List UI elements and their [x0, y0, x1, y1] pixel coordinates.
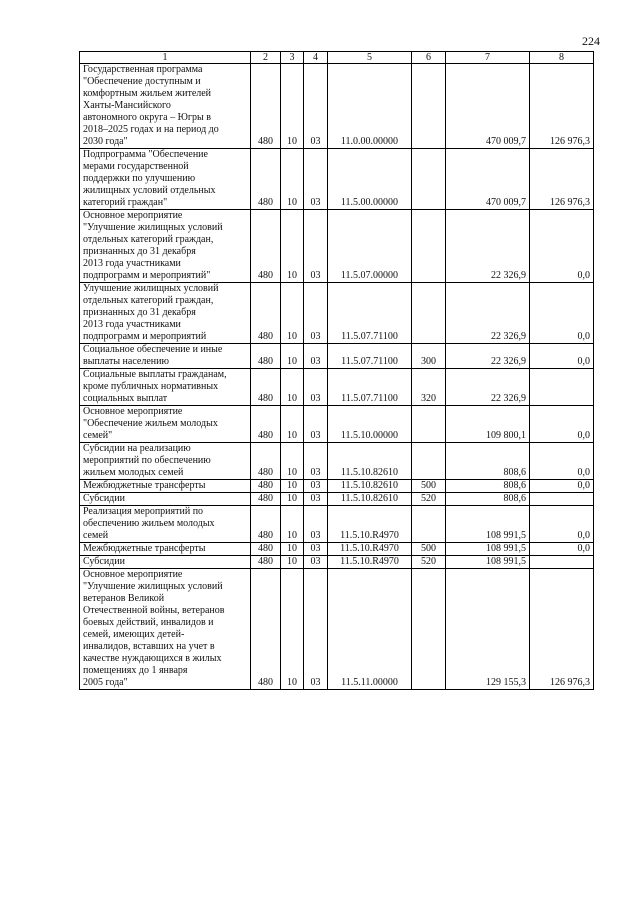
table-row [80, 149, 594, 210]
subdivision-code-cell: 03 [304, 506, 328, 543]
division-code-cell: 10 [281, 344, 304, 369]
division-code-cell: 10 [281, 556, 304, 569]
subvention-amount-cell: 0,0 [530, 344, 594, 369]
subvention-amount-cell [530, 556, 594, 569]
row-name-cell: Улучшение жилищных условий отдельных категорий граждан, признанных до 31 декабря 2013 года участниками подпрограмм и мероприятий [80, 283, 251, 344]
section-code-cell: 480 [251, 149, 281, 210]
section-code-cell: 480 [251, 210, 281, 283]
amount-cell: 108 991,5 [446, 506, 530, 543]
amount-cell: 22 326,9 [446, 344, 530, 369]
subdivision-code-cell: 03 [304, 406, 328, 443]
section-code-cell: 480 [251, 556, 281, 569]
division-code-cell: 10 [281, 506, 304, 543]
row-name-cell: Основное мероприятие "Обеспечение жильем молодых семей" [80, 406, 251, 443]
subvention-amount-cell: 0,0 [530, 443, 594, 480]
header-cell: 6 [412, 52, 446, 64]
division-code-cell: 10 [281, 149, 304, 210]
header-cell: 7 [446, 52, 530, 64]
expense-type-cell [412, 64, 446, 149]
target-item-cell: 11.5.10.R4970 [328, 556, 412, 569]
header-cell: 3 [281, 52, 304, 64]
division-code-cell: 10 [281, 493, 304, 506]
target-item-cell: 11.5.10.R4970 [328, 506, 412, 543]
subvention-amount-cell: 0,0 [530, 506, 594, 543]
section-code-cell: 480 [251, 406, 281, 443]
budget-table [79, 51, 594, 690]
row-name-cell: Межбюджетные трансферты [80, 543, 251, 556]
expense-type-cell [412, 210, 446, 283]
target-item-cell: 11.5.10.82610 [328, 493, 412, 506]
subdivision-code-cell: 03 [304, 344, 328, 369]
row-name-cell: Основное мероприятие "Улучшение жилищных условий отдельных категорий граждан, признанных до 31 декабря 2013 года участниками подпрограмм и мероприятий" [80, 210, 251, 283]
target-item-cell: 11.5.10.00000 [328, 406, 412, 443]
amount-cell: 808,6 [446, 443, 530, 480]
target-item-cell: 11.5.00.00000 [328, 149, 412, 210]
amount-cell: 808,6 [446, 480, 530, 493]
amount-cell: 22 326,9 [446, 210, 530, 283]
table-row [80, 506, 594, 543]
amount-cell: 129 155,3 [446, 569, 530, 690]
subvention-amount-cell [530, 493, 594, 506]
row-name-cell: Государственная программа "Обеспечение доступным и комфортным жильем жителей Ханты-Мансийского автономного округа – Югры в 2018–2025 годах и на период до 2030 года" [80, 64, 251, 149]
amount-cell: 470 009,7 [446, 149, 530, 210]
division-code-cell: 10 [281, 480, 304, 493]
amount-cell: 470 009,7 [446, 64, 530, 149]
table-row [80, 283, 594, 344]
row-name-cell: Межбюджетные трансферты [80, 480, 251, 493]
expense-type-cell: 520 [412, 556, 446, 569]
table-row [80, 480, 594, 493]
row-name-cell: Субсидии [80, 493, 251, 506]
section-code-cell: 480 [251, 493, 281, 506]
row-name-cell: Субсидии на реализацию мероприятий по обеспечению жильем молодых семей [80, 443, 251, 480]
expense-type-cell: 520 [412, 493, 446, 506]
header-cell: 2 [251, 52, 281, 64]
division-code-cell: 10 [281, 64, 304, 149]
target-item-cell: 11.5.11.00000 [328, 569, 412, 690]
row-name-cell: Подпрограмма "Обеспечение мерами государственной поддержки по улучшению жилищных условий отдельных категорий граждан" [80, 149, 251, 210]
amount-cell: 108 991,5 [446, 556, 530, 569]
subdivision-code-cell: 03 [304, 569, 328, 690]
subvention-amount-cell: 0,0 [530, 406, 594, 443]
subdivision-code-cell: 03 [304, 493, 328, 506]
subvention-amount-cell: 0,0 [530, 283, 594, 344]
subvention-amount-cell: 126 976,3 [530, 149, 594, 210]
section-code-cell: 480 [251, 569, 281, 690]
subvention-amount-cell: 126 976,3 [530, 569, 594, 690]
subdivision-code-cell: 03 [304, 480, 328, 493]
table-row [80, 443, 594, 480]
target-item-cell: 11.0.00.00000 [328, 64, 412, 149]
table-row [80, 543, 594, 556]
subvention-amount-cell [530, 369, 594, 406]
table-row [80, 344, 594, 369]
table-row [80, 406, 594, 443]
division-code-cell: 10 [281, 569, 304, 690]
row-name-cell: Реализация мероприятий по обеспечению жильем молодых семей [80, 506, 251, 543]
expense-type-cell [412, 406, 446, 443]
page-number: 224 [582, 34, 600, 48]
section-code-cell: 480 [251, 344, 281, 369]
section-code-cell: 480 [251, 506, 281, 543]
division-code-cell: 10 [281, 210, 304, 283]
section-code-cell: 480 [251, 283, 281, 344]
division-code-cell: 10 [281, 443, 304, 480]
amount-cell: 109 800,1 [446, 406, 530, 443]
table-row [80, 569, 594, 690]
amount-cell: 808,6 [446, 493, 530, 506]
subvention-amount-cell: 126 976,3 [530, 64, 594, 149]
section-code-cell: 480 [251, 480, 281, 493]
subvention-amount-cell: 0,0 [530, 210, 594, 283]
row-name-cell: Социальное обеспечение и иные выплаты населению [80, 344, 251, 369]
subdivision-code-cell: 03 [304, 283, 328, 344]
target-item-cell: 11.5.10.82610 [328, 480, 412, 493]
subdivision-code-cell: 03 [304, 443, 328, 480]
target-item-cell: 11.5.10.R4970 [328, 543, 412, 556]
header-cell: 4 [304, 52, 328, 64]
division-code-cell: 10 [281, 406, 304, 443]
subdivision-code-cell: 03 [304, 149, 328, 210]
target-item-cell: 11.5.07.71100 [328, 344, 412, 369]
expense-type-cell: 500 [412, 480, 446, 493]
section-code-cell: 480 [251, 443, 281, 480]
row-name-cell: Социальные выплаты гражданам, кроме публичных нормативных социальных выплат [80, 369, 251, 406]
amount-cell: 22 326,9 [446, 283, 530, 344]
section-code-cell: 480 [251, 543, 281, 556]
table-row [80, 64, 594, 149]
expense-type-cell [412, 506, 446, 543]
amount-cell: 22 326,9 [446, 369, 530, 406]
expense-type-cell [412, 569, 446, 690]
table-row [80, 493, 594, 506]
expense-type-cell [412, 443, 446, 480]
target-item-cell: 11.5.07.71100 [328, 369, 412, 406]
section-code-cell: 480 [251, 64, 281, 149]
expense-type-cell: 300 [412, 344, 446, 369]
target-item-cell: 11.5.07.71100 [328, 283, 412, 344]
section-code-cell: 480 [251, 369, 281, 406]
row-name-cell: Основное мероприятие "Улучшение жилищных условий ветеранов Великой Отечественной войны, ветеранов боевых действий, инвалидов и семей, имеющих детей- инвалидов, вставших на учет в качестве нуждающихся в жилых помещениях до 1 января 2005 года" [80, 569, 251, 690]
division-code-cell: 10 [281, 543, 304, 556]
target-item-cell: 11.5.10.82610 [328, 443, 412, 480]
division-code-cell: 10 [281, 283, 304, 344]
subdivision-code-cell: 03 [304, 543, 328, 556]
header-cell: 8 [530, 52, 594, 64]
header-cell: 5 [328, 52, 412, 64]
subvention-amount-cell: 0,0 [530, 480, 594, 493]
expense-type-cell [412, 149, 446, 210]
subdivision-code-cell: 03 [304, 369, 328, 406]
expense-type-cell [412, 283, 446, 344]
table-row [80, 210, 594, 283]
subvention-amount-cell: 0,0 [530, 543, 594, 556]
subdivision-code-cell: 03 [304, 210, 328, 283]
division-code-cell: 10 [281, 369, 304, 406]
amount-cell: 108 991,5 [446, 543, 530, 556]
header-cell: 1 [80, 52, 251, 64]
subdivision-code-cell: 03 [304, 64, 328, 149]
subdivision-code-cell: 03 [304, 556, 328, 569]
row-name-cell: Субсидии [80, 556, 251, 569]
table-row [80, 556, 594, 569]
table-row [80, 369, 594, 406]
header-row [80, 52, 594, 64]
expense-type-cell: 320 [412, 369, 446, 406]
expense-type-cell: 500 [412, 543, 446, 556]
target-item-cell: 11.5.07.00000 [328, 210, 412, 283]
